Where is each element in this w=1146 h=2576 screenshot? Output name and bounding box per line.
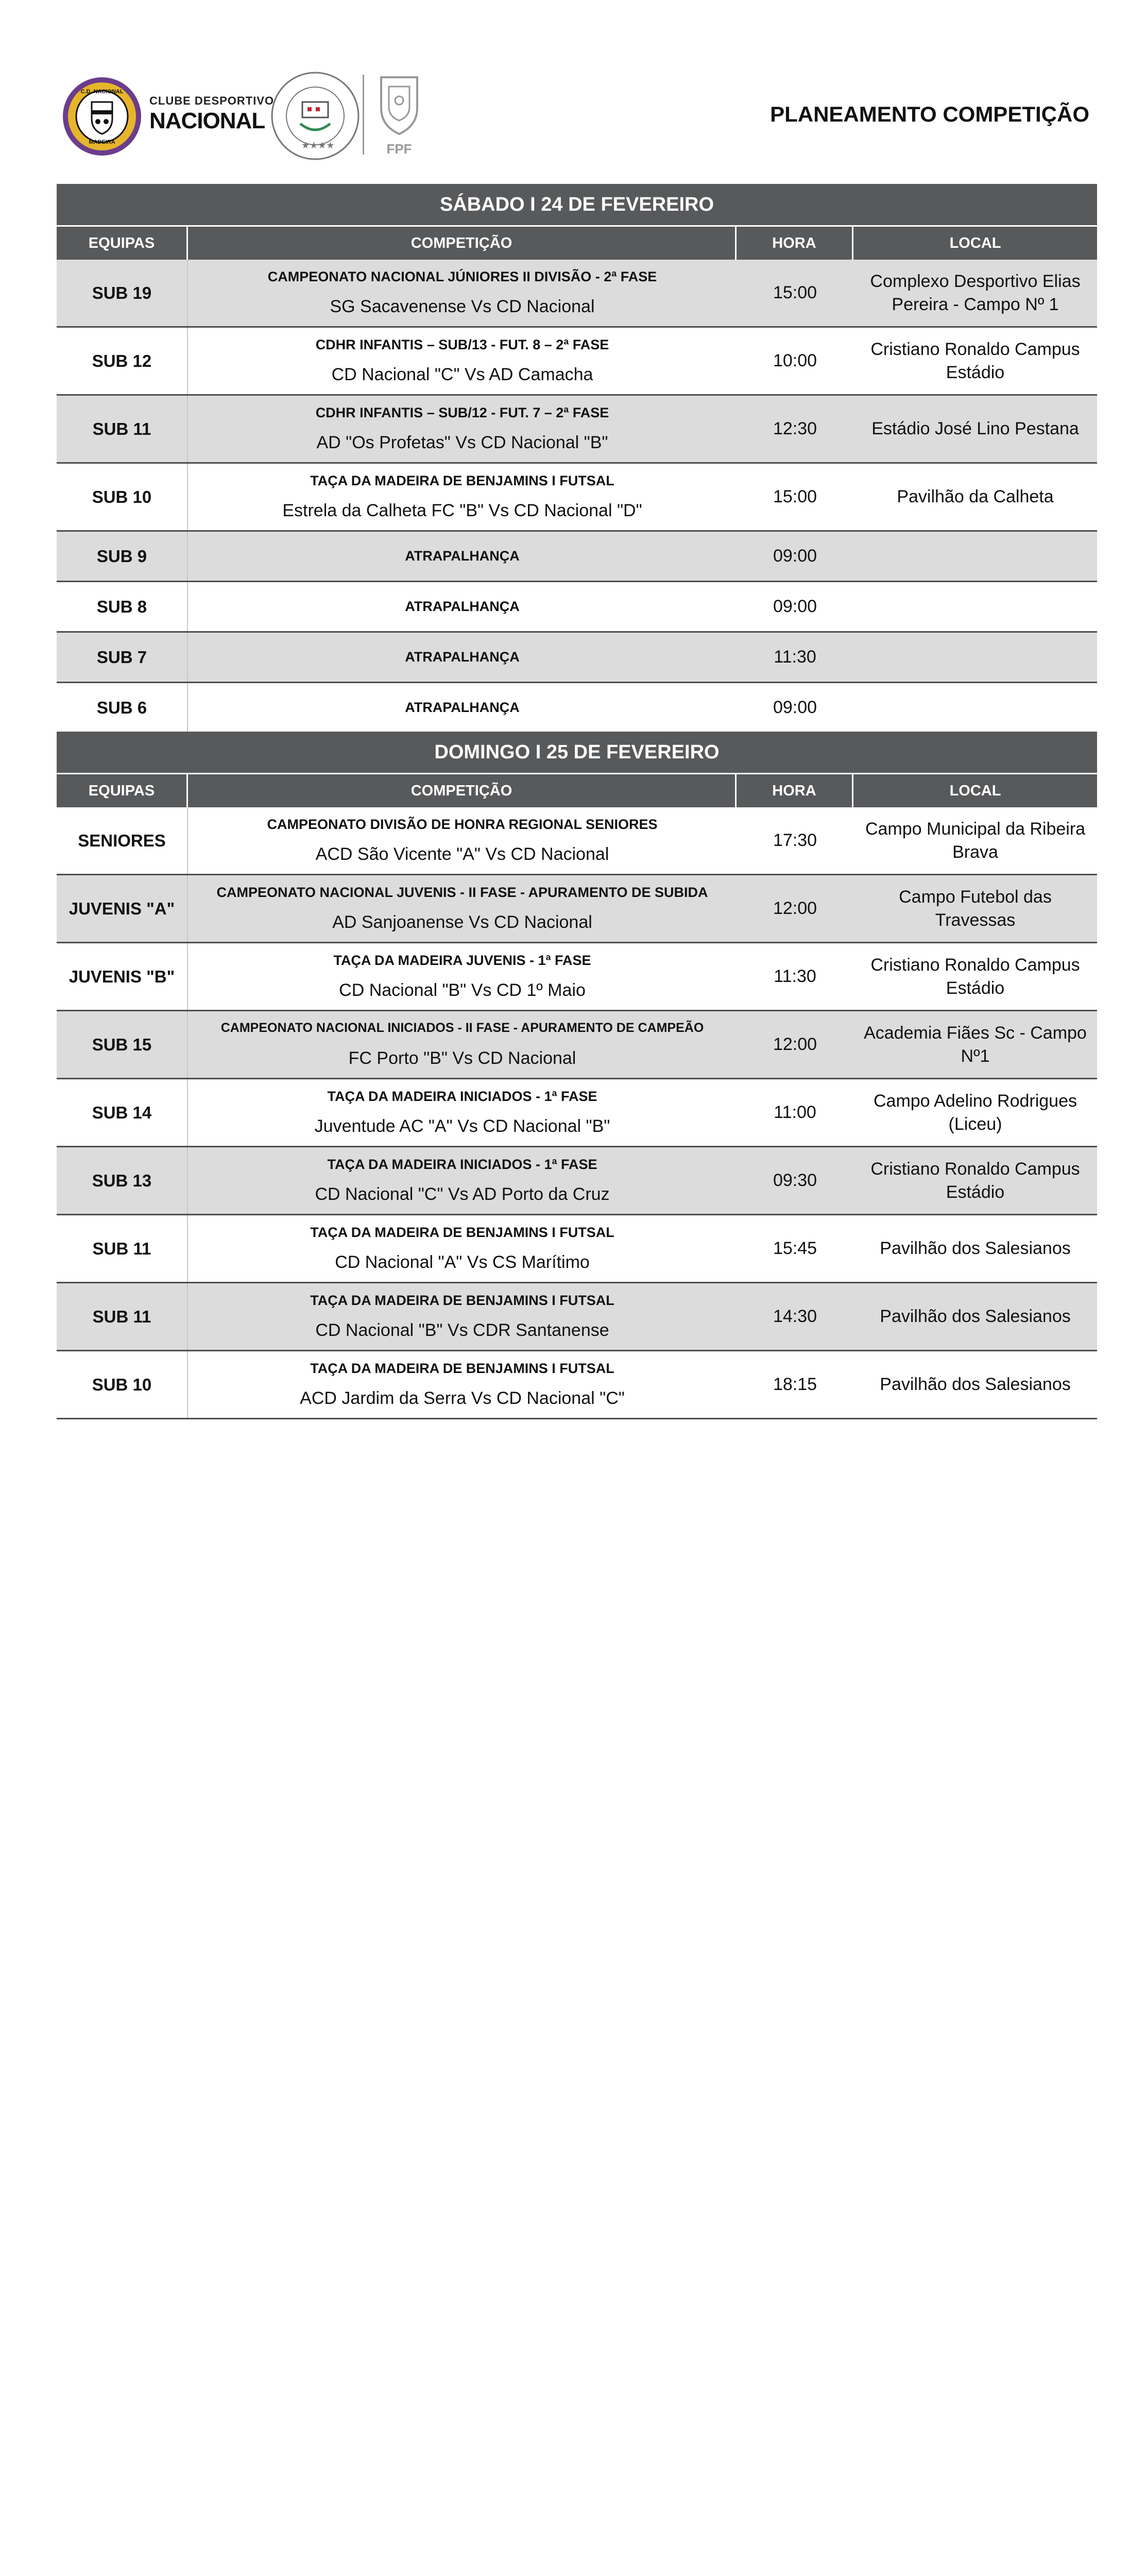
table-row: [57, 875, 1097, 943]
venue-cell: Pavilhão dos Salesianos: [880, 1375, 1071, 1395]
competition-cell: [188, 943, 737, 1010]
certification-seal-logo: [270, 71, 361, 161]
logo-separator: [363, 75, 364, 155]
club-name-line1: CLUBE DESPORTIVO: [149, 94, 275, 107]
team-cell: SUB 11: [57, 1283, 188, 1350]
time-cell: 11:30: [774, 967, 816, 986]
venue-cell: Cristiano Ronaldo Campus Estádio: [870, 955, 1080, 998]
time-cell: 10:00: [773, 351, 817, 370]
page-title: PLANEAMENTO COMPETIÇÃO: [770, 102, 1089, 126]
team-cell: JUVENIS "B": [57, 943, 188, 1010]
competition-name: ATRAPALHANÇA: [405, 649, 520, 665]
competition-cell: [188, 1283, 737, 1350]
col-competicao: COMPETIÇÃO: [188, 774, 737, 807]
match-name: ACD Jardim da Serra Vs CD Nacional "C": [300, 1388, 625, 1409]
table-row: [57, 943, 1097, 1011]
match-name: SG Sacavenense Vs CD Nacional: [330, 297, 595, 317]
competition-name: CDHR INFANTIS – SUB/12 - FUT. 7 – 2ª FASE: [315, 404, 609, 420]
team-cell: SUB 8: [57, 582, 188, 631]
table-row: [57, 1011, 1097, 1079]
team-cell: SUB 9: [57, 532, 188, 581]
table-row: [57, 1147, 1097, 1215]
competition-name: CAMPEONATO NACIONAL INICIADOS - II FASE - APURAMENTO DE CAMPEÃO: [220, 1021, 704, 1036]
competition-cell: [188, 1215, 737, 1282]
table-row: [57, 683, 1097, 734]
venue-cell: Cristiano Ronaldo Campus Estádio: [870, 1159, 1080, 1202]
venue-cell: [853, 683, 1097, 732]
team-cell: SUB 6: [57, 683, 188, 732]
competition-cell: [188, 1079, 737, 1146]
competition-cell: [188, 875, 737, 942]
match-name: CD Nacional "B" Vs CD 1º Maio: [339, 980, 586, 1001]
competition-name: ATRAPALHANÇA: [405, 700, 520, 715]
time-cell: 09:30: [773, 1171, 817, 1190]
competition-name: TAÇA DA MADEIRA JUVENIS - 1ª FASE: [333, 952, 591, 968]
time-cell: 12:00: [773, 899, 817, 918]
competition-name: CDHR INFANTIS – SUB/13 - FUT. 8 – 2ª FASE: [315, 336, 609, 352]
venue-cell: [853, 532, 1097, 581]
match-name: AD "Os Profetas" Vs CD Nacional "B": [316, 433, 608, 453]
competition-cell: [188, 1011, 737, 1078]
competition-cell: [188, 532, 737, 581]
competition-name: TAÇA DA MADEIRA DE BENJAMINS I FUTSAL: [310, 1224, 614, 1240]
competition-cell: [188, 328, 737, 394]
competition-name: CAMPEONATO DIVISÃO DE HONRA REGIONAL SENIORES: [267, 816, 658, 832]
team-cell: SUB 14: [57, 1079, 188, 1146]
col-local: LOCAL: [949, 234, 1001, 251]
team-cell: SUB 19: [57, 260, 188, 326]
table-row: [57, 1283, 1097, 1351]
venue-cell: Campo Adelino Rodrigues (Liceu): [873, 1091, 1077, 1134]
time-cell: 09:00: [773, 597, 817, 616]
team-cell: SUB 11: [57, 1215, 188, 1282]
time-cell: 15:45: [773, 1239, 817, 1258]
club-name: [149, 95, 274, 132]
competition-cell: [188, 1147, 737, 1214]
time-cell: 15:00: [773, 283, 817, 302]
competition-cell: [188, 260, 737, 326]
sunday-schedule-table: [57, 732, 1097, 1419]
venue-cell: Campo Municipal da Ribeira Brava: [865, 819, 1086, 862]
time-cell: 11:30: [774, 647, 816, 667]
competition-cell: [188, 807, 737, 874]
col-local: LOCAL: [949, 782, 1001, 799]
saturday-day-header: SÁBADO I 24 DE FEVEREIRO: [57, 184, 1097, 227]
col-hora: HORA: [737, 227, 853, 260]
table-row: [57, 260, 1097, 328]
venue-cell: Complexo Desportivo Elias Pereira - Campo Nº 1: [870, 271, 1081, 314]
saturday-column-headers: [57, 227, 1097, 260]
venue-cell: Campo Futebol das Travessas: [899, 887, 1052, 930]
time-cell: 18:15: [773, 1375, 817, 1394]
time-cell: 12:00: [773, 1035, 817, 1054]
venue-cell: Cristiano Ronaldo Campus Estádio: [870, 339, 1080, 382]
crest-top-text: C.D. NACIONAL: [80, 89, 124, 95]
time-cell: 14:30: [773, 1307, 817, 1326]
club-crest-logo: [62, 76, 142, 157]
sunday-day-header: DOMINGO I 25 DE FEVEREIRO: [57, 732, 1097, 774]
competition-name: TAÇA DA MADEIRA INICIADOS - 1ª FASE: [327, 1156, 597, 1172]
col-competicao: COMPETIÇÃO: [188, 227, 737, 260]
venue-cell: Pavilhão dos Salesianos: [880, 1307, 1071, 1327]
match-name: CD Nacional "C" Vs AD Camacha: [331, 365, 593, 385]
competition-name: CAMPEONATO NACIONAL JÚNIORES II DIVISÃO - 2ª FASE: [267, 268, 657, 284]
fpf-text: FPF: [386, 141, 412, 157]
competition-name: ATRAPALHANÇA: [405, 548, 520, 564]
competition-cell: [188, 396, 737, 462]
sponsors-footer: [0, 1437, 1146, 1520]
table-row: [57, 1215, 1097, 1283]
match-name: ACD São Vicente "A" Vs CD Nacional: [315, 844, 609, 865]
team-cell: SUB 10: [57, 464, 188, 530]
match-name: CD Nacional "C" Vs AD Porto da Cruz: [315, 1184, 610, 1205]
venue-cell: [853, 633, 1097, 682]
venue-cell: Estádio José Lino Pestana: [871, 419, 1079, 439]
competition-cell: [188, 582, 737, 631]
match-name: Estrela da Calheta FC "B" Vs CD Nacional "D": [282, 501, 642, 521]
match-name: Juventude AC "A" Vs CD Nacional "B": [314, 1116, 610, 1137]
col-equipas: EQUIPAS: [57, 227, 188, 260]
match-name: CD Nacional "B" Vs CDR Santanense: [315, 1320, 609, 1341]
competition-name: TAÇA DA MADEIRA DE BENJAMINS I FUTSAL: [310, 1292, 614, 1308]
saturday-schedule-table: [57, 184, 1097, 734]
page-header: [0, 0, 1146, 175]
col-hora: HORA: [737, 774, 853, 807]
table-row: [57, 633, 1097, 683]
team-cell: SUB 12: [57, 328, 188, 394]
table-row: [57, 582, 1097, 633]
venue-cell: Pavilhão da Calheta: [897, 487, 1054, 507]
table-row: [57, 328, 1097, 396]
time-cell: 09:00: [773, 546, 817, 566]
team-cell: JUVENIS "A": [57, 875, 188, 942]
competition-cell: [188, 1351, 737, 1418]
competition-cell: [188, 464, 737, 530]
time-cell: 15:00: [773, 487, 817, 506]
competition-cell: [188, 683, 737, 732]
team-cell: SENIORES: [57, 807, 188, 874]
table-row: [57, 464, 1097, 532]
venue-cell: [853, 582, 1097, 631]
match-name: AD Sanjoanense Vs CD Nacional: [332, 912, 592, 933]
col-equipas: EQUIPAS: [57, 774, 188, 807]
table-row: [57, 1079, 1097, 1147]
fpf-logo: [371, 72, 427, 157]
venue-cell: Pavilhão dos Salesianos: [880, 1239, 1071, 1259]
competition-cell: [188, 633, 737, 682]
table-row: [57, 532, 1097, 582]
competition-name: CAMPEONATO NACIONAL JUVENIS - II FASE - APURAMENTO DE SUBIDA: [216, 884, 708, 900]
match-name: FC Porto "B" Vs CD Nacional: [348, 1048, 576, 1068]
team-cell: SUB 7: [57, 633, 188, 682]
table-row: [57, 1351, 1097, 1419]
svg-text:★★★★: ★★★★: [301, 140, 335, 150]
table-row: [57, 807, 1097, 875]
team-cell: SUB 15: [57, 1011, 188, 1078]
competition-name: TAÇA DA MADEIRA DE BENJAMINS I FUTSAL: [310, 472, 614, 488]
competition-name: TAÇA DA MADEIRA INICIADOS - 1ª FASE: [327, 1088, 597, 1104]
team-cell: SUB 13: [57, 1147, 188, 1214]
competition-name: ATRAPALHANÇA: [405, 599, 520, 614]
venue-cell: Academia Fiães Sc - Campo Nº1: [864, 1023, 1087, 1066]
table-row: [57, 396, 1097, 464]
competition-name: TAÇA DA MADEIRA DE BENJAMINS I FUTSAL: [310, 1360, 614, 1376]
sunday-column-headers: [57, 774, 1097, 807]
time-cell: 11:00: [774, 1103, 816, 1122]
crest-bottom-text: MADEIRA: [89, 139, 115, 145]
time-cell: 12:30: [773, 419, 817, 438]
time-cell: 09:00: [773, 698, 817, 717]
team-cell: SUB 11: [57, 396, 188, 462]
time-cell: 17:30: [773, 831, 817, 850]
match-name: CD Nacional "A" Vs CS Marítimo: [335, 1252, 590, 1273]
team-cell: SUB 10: [57, 1351, 188, 1418]
club-name-line2: NACIONAL: [149, 108, 265, 133]
